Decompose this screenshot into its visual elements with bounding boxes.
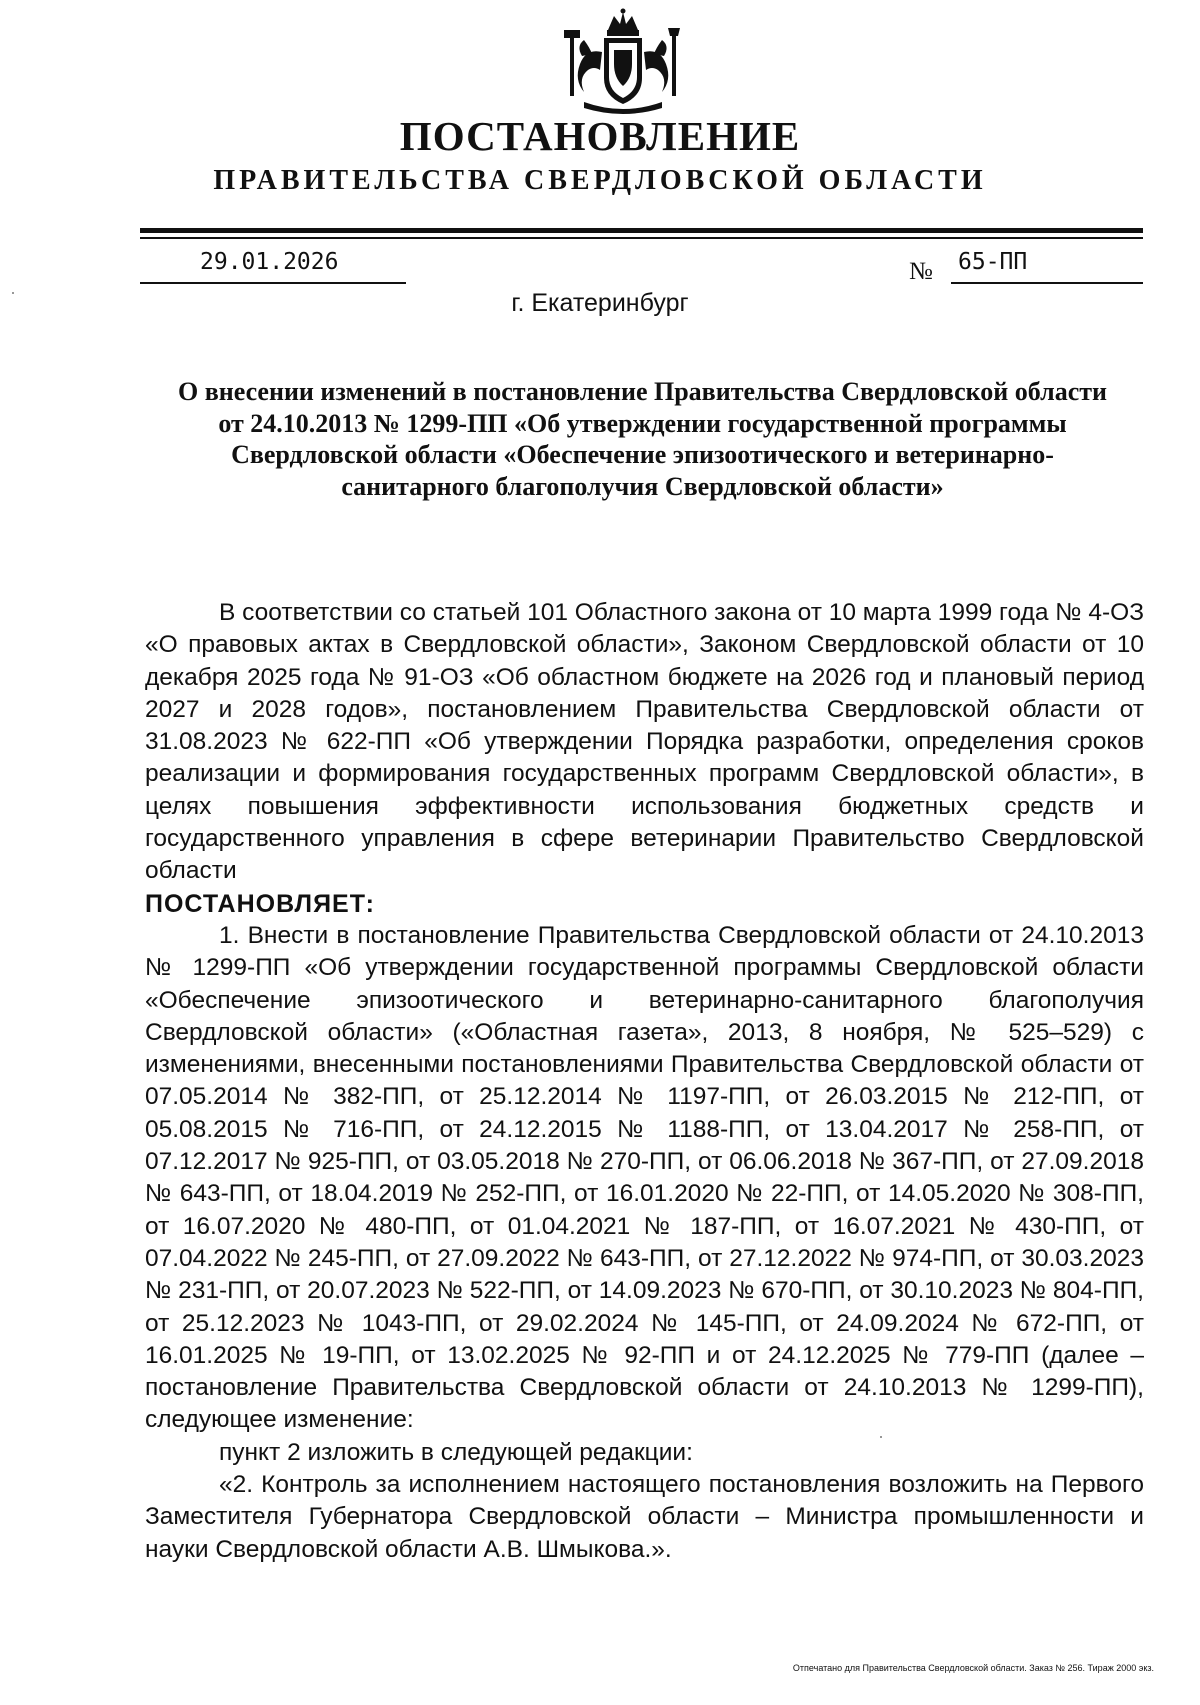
number-sign: № [909,258,933,285]
resolves-label: ПОСТАНОВЛЯЕТ: [145,889,375,918]
print-imprint: Отпечатано для Правительства Свердловской области. Заказ № 256. Тираж 2000 экз. [792,1663,1154,1673]
scan-speck [880,1436,882,1438]
date-underline [140,282,406,284]
item-1-paragraph: 1. Внести в постановление Правительства Свердловской области от 24.10.2013 № 1299-ПП «Об утверждении государственной программы Свердловской области «Обеспечение эпизоотического и ветеринарно-санитарного благополучия Свердловской области» («Областная газета», 2013, 8 ноября, № 525–529) с изменениями, внесенными постановлениями Правительства Свердловской области от 07.05.2014 № 382-ПП, от 25.12.2014 № 1197-ПП, от 26.03.2015 № 212-ПП, от 05.08.2015 № 716-ПП, от 24.12.2015 № 1188-ПП, от 13.04.2017 № 258-ПП, от 07.12.2017 № 925-ПП, от 03.05.2018 № 270-ПП, от 06.06.2018 № 367-ПП, от 27.09.2018 № 643-ПП, от 18.04.2019 № 252-ПП, от 16.01.2020 № 22-ПП, от 14.05.2020 № 308-ПП, от 16.07.2020 № 480-ПП, от 01.04.2021 № 187-ПП, от 16.07.2021 № 430-ПП, от 07.04.2022 № 245-ПП, от 27.09.2022 № 643-ПП, от 27.12.2022 № 974-ПП, от 30.03.2023 № 231-ПП, от 20.07.2023 № 522-ПП, от 14.09.2023 № 670-ПП, от 30.10.2023 № 804-ПП, от 25.12.2023 № 1043-ПП, от 29.02.2024 № 145-ПП, от 24.09.2024 № 672-ПП, от 16.01.2025 № 19-ПП, от 13.02.2025 № 92-ПП и от 24.12.2025 № 779-ПП (далее – постановление Правительства Свердловской области от 24.10.2013 № 1299-ПП), следующее изменение: [145,921,1144,1434]
preamble-paragraph: В соответствии со статьей 101 Областного закона от 10 марта 1999 года № 4-ОЗ «О правовых актах в Свердловской области», Законом Свердловской области от 10 декабря 2025 года № 91-ОЗ «Об областном бюджете на 2026 год и плановый период 2027 и 2028 годов», постановлением Правительства Свердловской области от 31.08.2023 № 622-ПП «Об утверждении Порядка разработки, определения сроков реализации и формирования государственных программ Свердловской области», в целях повышения эффективности использования бюджетных средств и государственного управления в сфере ветеринарии Правительство Свердловской области [145,599,1144,885]
document-title: ПОСТАНОВЛЕНИЕ [399,113,801,159]
document-heading: О внесении изменений в постановление Правительства Свердловской области от 24.10.2013 № 1299-ПП «Об утверждении государственной программы Свердловской области «Обеспечение эпизоотического и ветеринарно-санитарного благополучия Свердловской области» [177,377,1108,501]
issuer-subtitle: ПРАВИТЕЛЬСТВА СВЕРДЛОВСКОЙ ОБЛАСТИ [213,165,987,196]
document-date: 29.01.2026 [200,249,339,275]
number-underline [951,282,1143,284]
header-rule-thick [140,228,1143,233]
header-rule-thin [140,237,1143,239]
item-1-instruction: пункт 2 изложить в следующей редакции: [219,1438,693,1466]
city: г. Екатеринбург [511,289,689,317]
document-number: 65-ПП [958,249,1028,275]
scan-speck [12,292,14,294]
document-body [145,597,1144,1566]
item-1-quoted-text: «2. Контроль за исполнением настоящего постановления возложить на Первого Заместителя Губернатора Свердловской области – Министра промышленности и науки Свердловской области А.В. Шмыкова.». [145,1471,1144,1563]
coat-of-arms-icon [562,8,684,120]
